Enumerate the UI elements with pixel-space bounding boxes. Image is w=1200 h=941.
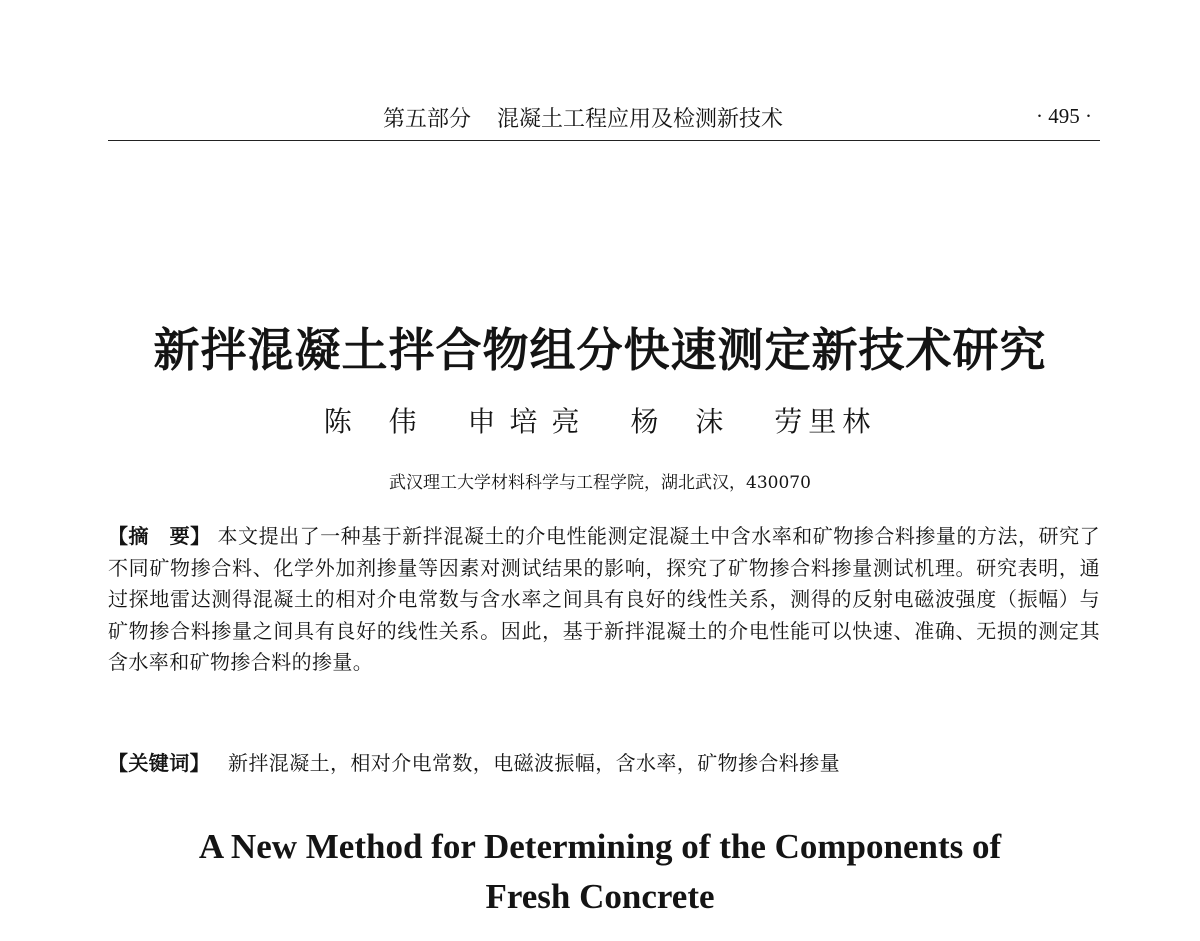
paper-title-chinese: 新拌混凝土拌合物组分快速测定新技术研究	[153, 323, 1047, 377]
author-name: 陈 伟	[323, 405, 431, 438]
abstract	[108, 521, 1100, 679]
author-name: 杨 沫	[630, 405, 738, 438]
keywords-text: 新拌混凝土，相对介电常数，电磁波振幅，含水率，矿物掺合料掺量	[228, 751, 840, 775]
section-heading	[383, 102, 783, 133]
keywords-label: 【关键词】	[108, 751, 210, 775]
section-number: 第五部分	[383, 107, 472, 132]
author-list	[0, 400, 1200, 440]
abstract-text: 本文提出了一种基于新拌混凝土的介电性能测定混凝土中含水率和矿物掺合料掺量的方法，研究了不同矿物掺合料、化学外加剂掺量等因素对测试结果的影响，探究了矿物掺合料掺量测试机理。研究表明，通过探地雷达测得混凝土的相对介电常数与含水率之间具有良好的线性关系，测得的反射电磁波强度（振幅）与矿物掺合料掺量之间具有良好的线性关系。因此，基于新拌混凝土的介电性能可以快速、准确、无损的测定其含水率和矿物掺合料的掺量。	[108, 524, 1101, 674]
author-affiliation: 武汉理工大学材料科学与工程学院，湖北武汉，430070	[389, 473, 811, 493]
title-english-line-2: Fresh Concrete	[485, 877, 715, 916]
author-name: 劳里林	[774, 405, 877, 438]
title-english-line-1: A New Method for Determining of the Components of	[198, 827, 1002, 866]
page-number: · 495 ·	[1036, 104, 1092, 128]
abstract-label: 【摘 要】	[108, 524, 211, 548]
paper-title-english	[0, 822, 1200, 922]
running-header	[108, 102, 1100, 141]
keywords	[108, 747, 1100, 776]
section-title: 混凝土工程应用及检测新技术	[497, 107, 784, 132]
author-name: 申培亮	[467, 405, 594, 438]
